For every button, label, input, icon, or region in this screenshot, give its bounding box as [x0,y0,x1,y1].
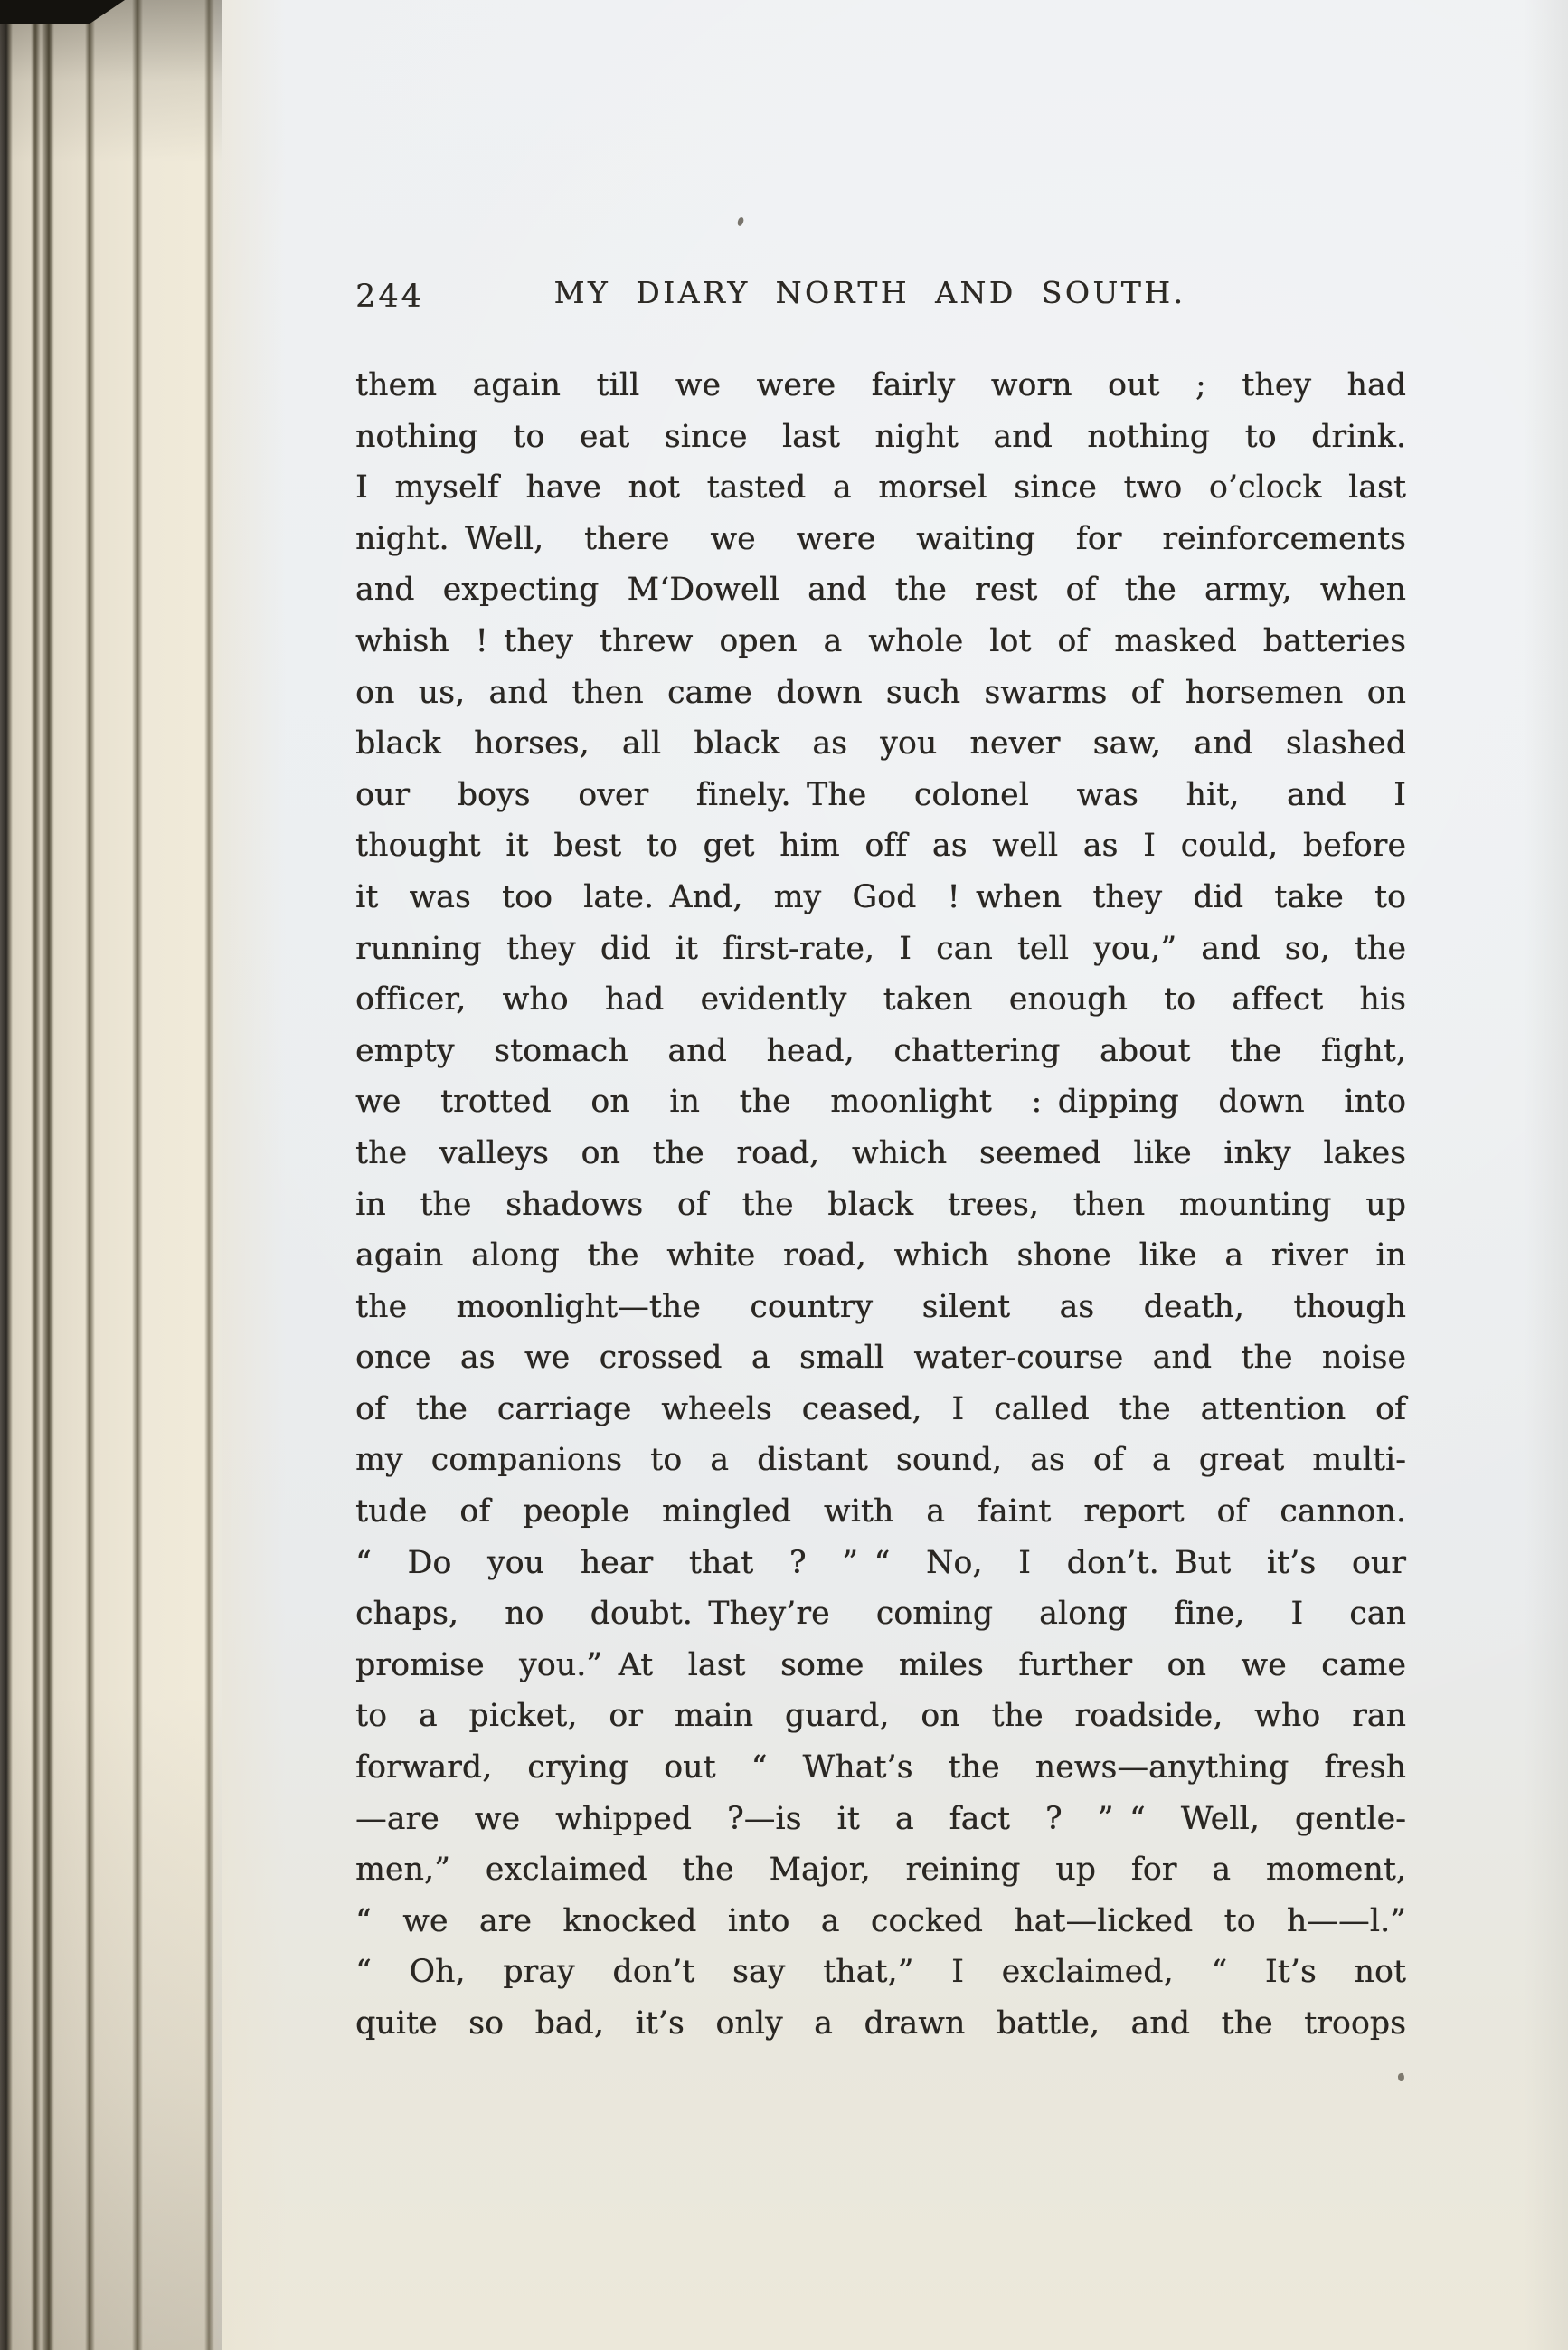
text-line: “ Do you hear that ? ” “ No, I don’t. But it’s our [355,1544,1406,1581]
text-line: “ we are knocked into a cocked hat—licked to h——l.” [355,1902,1406,1939]
top-left-corner-shadow [0,0,125,24]
text-line: chaps, no doubt. They’re coming along fine, I can [355,1596,1406,1633]
text-line: running they did it first-rate, I can tell you,” and so, the [355,930,1406,967]
running-title: MY DIARY NORTH AND SOUTH. [553,275,1186,310]
text-line: empty stomach and head, chattering about the fight, [355,1032,1406,1069]
text-line: we trotted on in the moonlight : dipping down into [355,1084,1406,1121]
text-line: nothing to eat since last night and nothing to drink. [355,418,1406,455]
text-line: and expecting M‘Dowell and the rest of the army, when [355,572,1406,609]
book-page [222,0,1568,2350]
text-line: —are we whipped ?—is it a fact ? ” “ Well, gentle- [355,1800,1406,1837]
text-line: officer, who had evidently taken enough to affect his [355,981,1406,1019]
page-header [355,275,1406,318]
text-line: once as we crossed a small water-course and the noise [355,1340,1406,1377]
text-line: promise you.” At last some miles further on we came [355,1646,1406,1683]
text-line: of the carriage wheels ceased, I called the attention of [355,1390,1406,1427]
text-line: tude of people mingled with a faint report of cannon. [355,1493,1406,1530]
text-line: the valleys on the road, which seemed like inky lakes [355,1134,1406,1171]
text-line: whish ! they threw open a whole lot of masked batteries [355,622,1406,659]
text-line: again along the white road, which shone like a river in [355,1237,1406,1274]
stacked-page-edges [0,0,222,2350]
text-line: quite so bad, it’s only a drawn battle, and the troops [355,2005,1406,2042]
page-number: 244 [355,279,424,315]
text-line: on us, and then came down such swarms of horsemen on [355,674,1406,711]
ink-speck [737,216,744,226]
text-line: forward, crying out “ What’s the news—anything fresh [355,1749,1406,1786]
text-line: the moonlight—the country silent as death, though [355,1288,1406,1325]
text-line: to a picket, or main guard, on the roadside, who ran [355,1698,1406,1735]
page-text [355,360,1406,2050]
text-line: in the shadows of the black trees, then mounting up [355,1186,1406,1223]
text-line: them again till we were fairly worn out ; they had [355,367,1406,403]
text-line: “ Oh, pray don’t say that,” I exclaimed, “ It’s not [355,1954,1406,1991]
text-line: our boys over finely. The colonel was hit, and I [355,776,1406,813]
text-line: black horses, all black as you never saw, and slashed [355,725,1406,763]
text-line: it was too late. And, my God ! when they did take to [355,878,1406,915]
text-line: thought it best to get him off as well as I could, before [355,828,1406,865]
text-line: men,” exclaimed the Major, reining up for a moment, [355,1852,1406,1889]
text-line: night. Well, there we were waiting for reinforcements [355,520,1406,557]
text-line: I myself have not tasted a morsel since two o’clock last [355,469,1406,507]
text-line: my companions to a distant sound, as of a great multi- [355,1442,1406,1479]
ink-speck [1397,2072,1404,2081]
